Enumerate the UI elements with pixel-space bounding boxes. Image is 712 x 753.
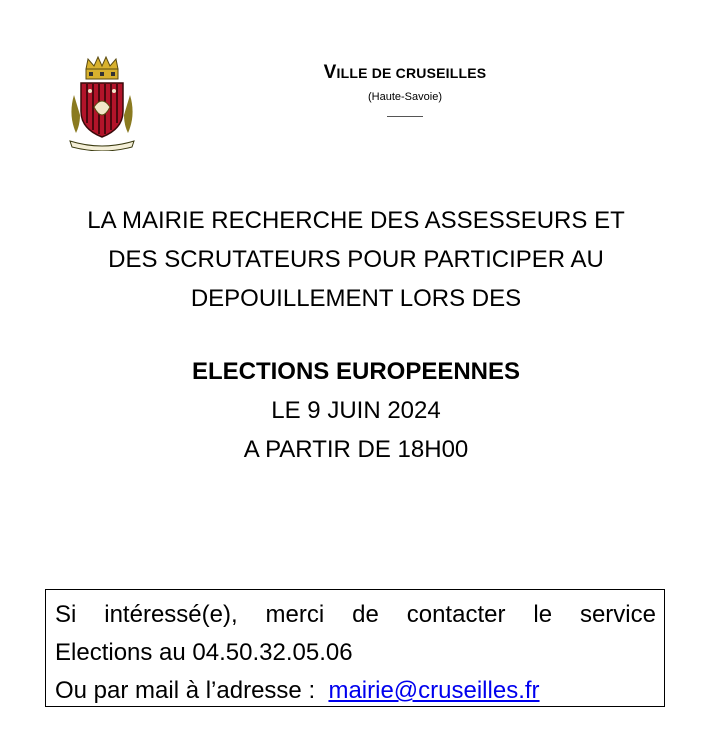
announcement: [40, 201, 672, 469]
contact-word: intéressé(e),: [104, 601, 238, 628]
contact-email-line: [55, 672, 656, 710]
announcement-line-1: LA MAIRIE RECHERCHE DES ASSESSEURS ET: [87, 207, 625, 234]
region-label: (Haute-Savoie): [368, 91, 442, 103]
town-name: [250, 62, 560, 84]
header-divider: [387, 116, 423, 117]
contact-word: le: [533, 601, 553, 628]
contact-word: service: [579, 601, 656, 628]
announcement-line-3: DEPOUILLEMENT LORS DES: [190, 285, 522, 312]
contact-phone-line: Elections au 04.50.32.05.06: [55, 639, 353, 666]
contact-email-prefix: Ou par mail à l’adresse :: [55, 677, 316, 704]
contact-word: Si: [55, 601, 77, 628]
event-time: A PARTIR DE 18H00: [243, 436, 469, 463]
town-initial: V: [323, 62, 337, 83]
announcement-line-2: DES SCRUTATEURS POUR PARTICIPER AU: [108, 246, 604, 273]
letterhead: [250, 62, 560, 117]
coat-of-arms-logo: [66, 55, 138, 151]
event-date: LE 9 JUIN 2024: [271, 397, 441, 424]
contact-word: de: [352, 601, 379, 628]
contact-word: contacter: [406, 601, 506, 628]
contact-word: merci: [265, 601, 325, 628]
email-link[interactable]: mairie@cruseilles.fr: [328, 677, 540, 704]
event-title: ELECTIONS EUROPEENNES: [191, 358, 521, 385]
contact-line-1: [55, 596, 656, 634]
contact-box: [45, 589, 665, 707]
town-name-rest: ILLE DE CRUSEILLES: [336, 65, 487, 81]
